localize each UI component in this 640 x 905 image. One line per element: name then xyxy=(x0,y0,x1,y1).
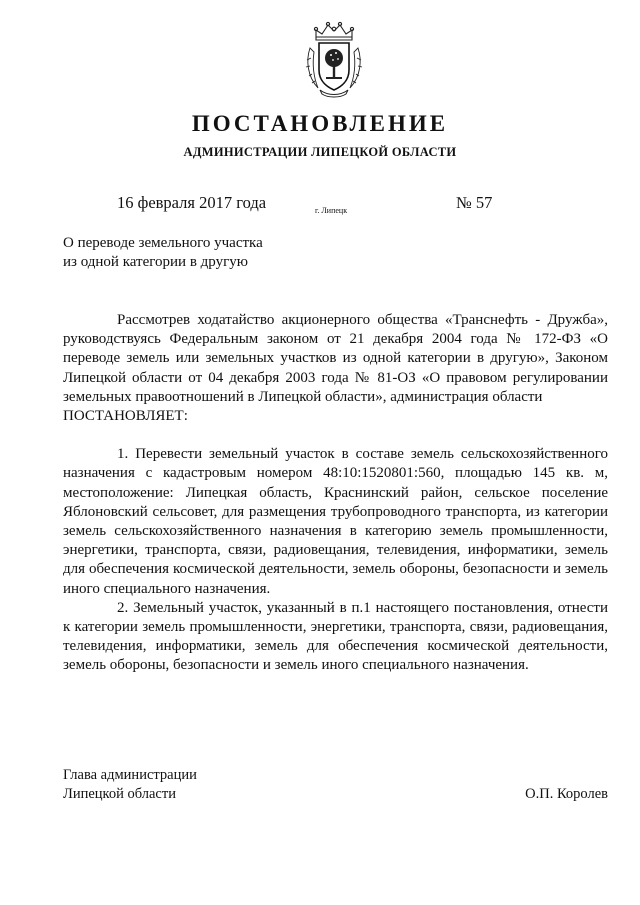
document-subject xyxy=(63,234,323,272)
preamble-paragraph: Рассмотрев ходатайство акционерного общества «Транснефть - Дружба», руководствуясь Федеральным законом от 21 декабря 2004 года № 172-ФЗ «О переводе земель или земельных участков из одной категории в другую», Законом Липецкой области от 04 декабря 2003 года № 81-ОЗ «О правовом регулировании земельных правоотношений в Липецкой области», администрация области xyxy=(63,312,608,405)
issuing-authority: АДМИНИСТРАЦИИ ЛИПЕЦКОЙ ОБЛАСТИ xyxy=(183,145,457,159)
clause-1: 1. Перевести земельный участок в составе земель сельскохозяйственного назначения с кадастровым номером 48:10:1520801:560, площадью 145 кв. м, местоположение: Липецкая область, Краснинский район, сельское поселение Яблоновский сельсовет, для размещения трубопроводного транспорта, из категории земель сельскохозяйственного назначения в категорию земель промышленности, энергетики, транспорта, связи, радиовещания, телевидения, информатики, земель для обеспечения космической деятельности, земель обороны, безопасности и земель иного специального назначения. xyxy=(63,446,608,597)
signatory-position-line-2: Липецкой области xyxy=(63,786,176,802)
document-title: ПОСТАНОВЛЕНИЕ xyxy=(191,111,449,136)
subject-line-2: из одной категории в другую xyxy=(63,254,248,270)
document-place: г. Липецк xyxy=(315,206,348,215)
signatory-position-line-1: Глава администрации xyxy=(63,767,197,783)
coat-of-arms-icon xyxy=(302,18,366,100)
signature-block xyxy=(63,766,608,804)
resolves-heading: ПОСТАНОВЛЯЕТ: xyxy=(63,408,188,425)
clause-2: 2. Земельный участок, указанный в п.1 настоящего постановления, отнести к категории земель промышленности, энергетики, транспорта, связи, радиовещания, телевидения, информатики, земель для обеспечения космической деятельности, земель обороны, безопасности и земель иного специального назначения. xyxy=(63,599,608,674)
document-body xyxy=(63,311,608,676)
document-number: № 57 xyxy=(456,193,493,212)
signatory-name: О.П. Королев xyxy=(525,786,608,802)
document-date: 16 февраля 2017 года xyxy=(117,193,267,212)
subject-line-1: О переводе земельного участка xyxy=(63,235,263,251)
